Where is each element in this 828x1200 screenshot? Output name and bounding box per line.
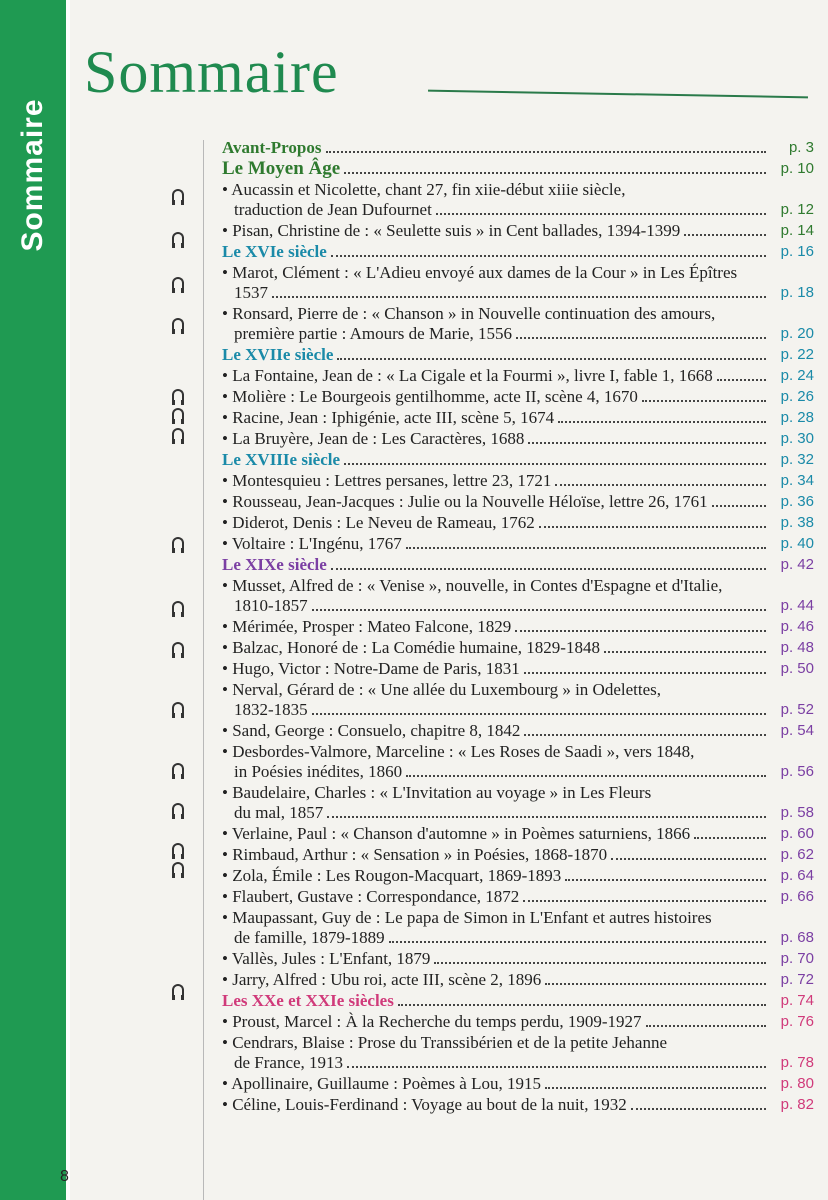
page-ref: p. 50 (780, 660, 814, 677)
toc-entry[interactable]: • Molière : Le Bourgeois gentilhomme, acte II, scène 4, 1670 p. 26 (222, 387, 814, 407)
headphones-icon (172, 277, 184, 289)
page-ref: p. 16 (780, 243, 814, 260)
headphones-icon (172, 763, 184, 775)
page-ref: p. 80 (780, 1075, 814, 1092)
page-ref: p. 22 (780, 346, 814, 363)
toc-entry[interactable]: • Baudelaire, Charles : « L'Invitation au voyage » in Les Fleurs du mal, 1857 p. 58 (222, 783, 814, 823)
headphones-icon (172, 389, 184, 401)
toc-entry[interactable]: • Jarry, Alfred : Ubu roi, acte III, scène 2, 1896 p. 72 (222, 970, 814, 990)
toc-entry[interactable]: • Ronsard, Pierre de : « Chanson » in Nouvelle continuation des amours, première partie : Amours de Marie, 1556 p. 20 (222, 304, 814, 344)
toc-entry[interactable]: • La Fontaine, Jean de : « La Cigale et la Fourmi », livre I, fable 1, 1668 p. 24 (222, 366, 814, 386)
toc-entry[interactable]: • Rousseau, Jean-Jacques : Julie ou la Nouvelle Héloïse, lettre 26, 1761 p. 36 (222, 492, 814, 512)
headphones-icon (172, 803, 184, 815)
page-ref: p. 34 (780, 472, 814, 489)
headphones-icon (172, 408, 184, 420)
toc-entry[interactable]: • Proust, Marcel : À la Recherche du temps perdu, 1909-1927 p. 76 (222, 1012, 814, 1032)
headphones-icon (172, 862, 184, 874)
headphones-icon (172, 601, 184, 613)
sidebar-label: Sommaire (16, 98, 49, 252)
toc-entry[interactable]: • Diderot, Denis : Le Neveu de Rameau, 1762 p. 38 (222, 513, 814, 533)
toc-entry[interactable]: • Desbordes-Valmore, Marceline : « Les Roses de Saadi », vers 1848, in Poésies inédites, 1860 p. 56 (222, 742, 814, 782)
headphones-icon (172, 537, 184, 549)
page-ref: p. 12 (780, 201, 814, 218)
page-ref: p. 3 (788, 139, 814, 156)
toc-entry[interactable]: • Flaubert, Gustave : Correspondance, 1872 p. 66 (222, 887, 814, 907)
toc-entry[interactable]: • Verlaine, Paul : « Chanson d'automne » in Poèmes saturniens, 1866 p. 60 (222, 824, 814, 844)
page-ref: p. 20 (780, 325, 814, 342)
page-ref: p. 64 (780, 867, 814, 884)
toc-entry[interactable]: • Cendrars, Blaise : Prose du Transsibérien et de la petite Jehanne de France, 1913 p. 78 (222, 1033, 814, 1073)
page-ref: p. 66 (780, 888, 814, 905)
toc-section-xx-xxi[interactable]: Les XXe et XXIe siècles p. 74 (222, 991, 814, 1010)
toc-section-xvi[interactable]: Le XVIe siècle p. 16 (222, 242, 814, 261)
toc-entry[interactable]: • Pisan, Christine de : « Seulette suis » in Cent ballades, 1394-1399 p. 14 (222, 221, 814, 241)
toc-entry[interactable]: • Apollinaire, Guillaume : Poèmes à Lou, 1915 p. 80 (222, 1074, 814, 1094)
page-ref: p. 58 (780, 804, 814, 821)
page-ref: p. 32 (780, 451, 814, 468)
toc-entry[interactable]: • Rimbaud, Arthur : « Sensation » in Poésies, 1868-1870 p. 62 (222, 845, 814, 865)
toc-entry[interactable]: • Montesquieu : Lettres persanes, lettre 23, 1721 p. 34 (222, 471, 814, 491)
toc-entry[interactable]: • Zola, Émile : Les Rougon-Macquart, 1869-1893 p. 64 (222, 866, 814, 886)
toc-entry[interactable]: • Sand, George : Consuelo, chapitre 8, 1842 p. 54 (222, 721, 814, 741)
page-ref: p. 78 (780, 1054, 814, 1071)
page-ref: p. 68 (780, 929, 814, 946)
headphones-icon (172, 843, 184, 855)
toc-entry[interactable]: • Mérimée, Prosper : Mateo Falcone, 1829 p. 46 (222, 617, 814, 637)
toc-section-moyen-age[interactable]: Le Moyen Âge p. 10 (222, 158, 814, 179)
page-ref: p. 44 (780, 597, 814, 614)
toc-entry[interactable]: • Racine, Jean : Iphigénie, acte III, scène 5, 1674 p. 28 (222, 408, 814, 428)
toc-entry[interactable]: • Balzac, Honoré de : La Comédie humaine, 1829-1848 p. 48 (222, 638, 814, 658)
page-ref: p. 14 (780, 222, 814, 239)
toc-section-xviii[interactable]: Le XVIIIe siècle p. 32 (222, 450, 814, 469)
page-ref: p. 72 (780, 971, 814, 988)
page-ref: p. 26 (780, 388, 814, 405)
toc-entry[interactable]: • Musset, Alfred de : « Venise », nouvelle, in Contes d'Espagne et d'Italie, 1810-1857 p. 44 (222, 576, 814, 616)
page-ref: p. 30 (780, 430, 814, 447)
headphones-icon (172, 318, 184, 330)
page-ref: p. 28 (780, 409, 814, 426)
page-ref: p. 54 (780, 722, 814, 739)
headphones-icon (172, 642, 184, 654)
toc-entry[interactable]: • Hugo, Victor : Notre-Dame de Paris, 1831 p. 50 (222, 659, 814, 679)
page-ref: p. 76 (780, 1013, 814, 1030)
headphones-icon (172, 428, 184, 440)
toc-section-avant-propos[interactable]: Avant-Propos p. 3 (222, 138, 814, 157)
toc-entry[interactable]: • Vallès, Jules : L'Enfant, 1879 p. 70 (222, 949, 814, 969)
headphones-icon (172, 189, 184, 201)
page-ref: p. 70 (780, 950, 814, 967)
page-ref: p. 62 (780, 846, 814, 863)
headphones-icon (172, 984, 184, 996)
title-rule (428, 90, 808, 99)
page-ref: p. 38 (780, 514, 814, 531)
page-ref: p. 56 (780, 763, 814, 780)
page-ref: p. 42 (780, 556, 814, 573)
toc-entry[interactable]: • Maupassant, Guy de : Le papa de Simon in L'Enfant et autres histoires de famille, 1879-1889 p. 68 (222, 908, 814, 948)
toc-section-xix[interactable]: Le XIXe siècle p. 42 (222, 555, 814, 574)
page-ref: p. 46 (780, 618, 814, 635)
page-ref: p. 24 (780, 367, 814, 384)
page-title: Sommaire (84, 39, 339, 105)
sidebar-edge (66, 0, 70, 1200)
sidebar-bar (0, 0, 66, 1200)
toc-section-xvii[interactable]: Le XVIIe siècle p. 22 (222, 345, 814, 364)
headphones-icon (172, 232, 184, 244)
page-ref: p. 52 (780, 701, 814, 718)
toc-entry[interactable]: • Voltaire : L'Ingénu, 1767 p. 40 (222, 534, 814, 554)
page-ref: p. 10 (780, 160, 814, 177)
column-divider (203, 140, 204, 1200)
toc-entry[interactable]: • Céline, Louis-Ferdinand : Voyage au bout de la nuit, 1932 p. 82 (222, 1095, 814, 1115)
page-number: 8 (60, 1168, 69, 1185)
page-ref: p. 40 (780, 535, 814, 552)
headphones-icon (172, 702, 184, 714)
toc-entry[interactable]: • La Bruyère, Jean de : Les Caractères, 1688 p. 30 (222, 429, 814, 449)
toc-entry[interactable]: • Nerval, Gérard de : « Une allée du Luxembourg » in Odelettes, 1832-1835 p. 52 (222, 680, 814, 720)
page-ref: p. 18 (780, 284, 814, 301)
page-ref: p. 36 (780, 493, 814, 510)
page-ref: p. 82 (780, 1096, 814, 1113)
table-of-contents (222, 138, 814, 1116)
toc-entry[interactable]: • Aucassin et Nicolette, chant 27, fin xiie-début xiiie siècle, traduction de Jean Dufournet p. 12 (222, 180, 814, 220)
page-ref: p. 48 (780, 639, 814, 656)
toc-entry[interactable]: • Marot, Clément : « L'Adieu envoyé aux dames de la Cour » in Les Épîtres 1537 p. 18 (222, 263, 814, 303)
page-ref: p. 60 (780, 825, 814, 842)
page-ref: p. 74 (780, 992, 814, 1009)
